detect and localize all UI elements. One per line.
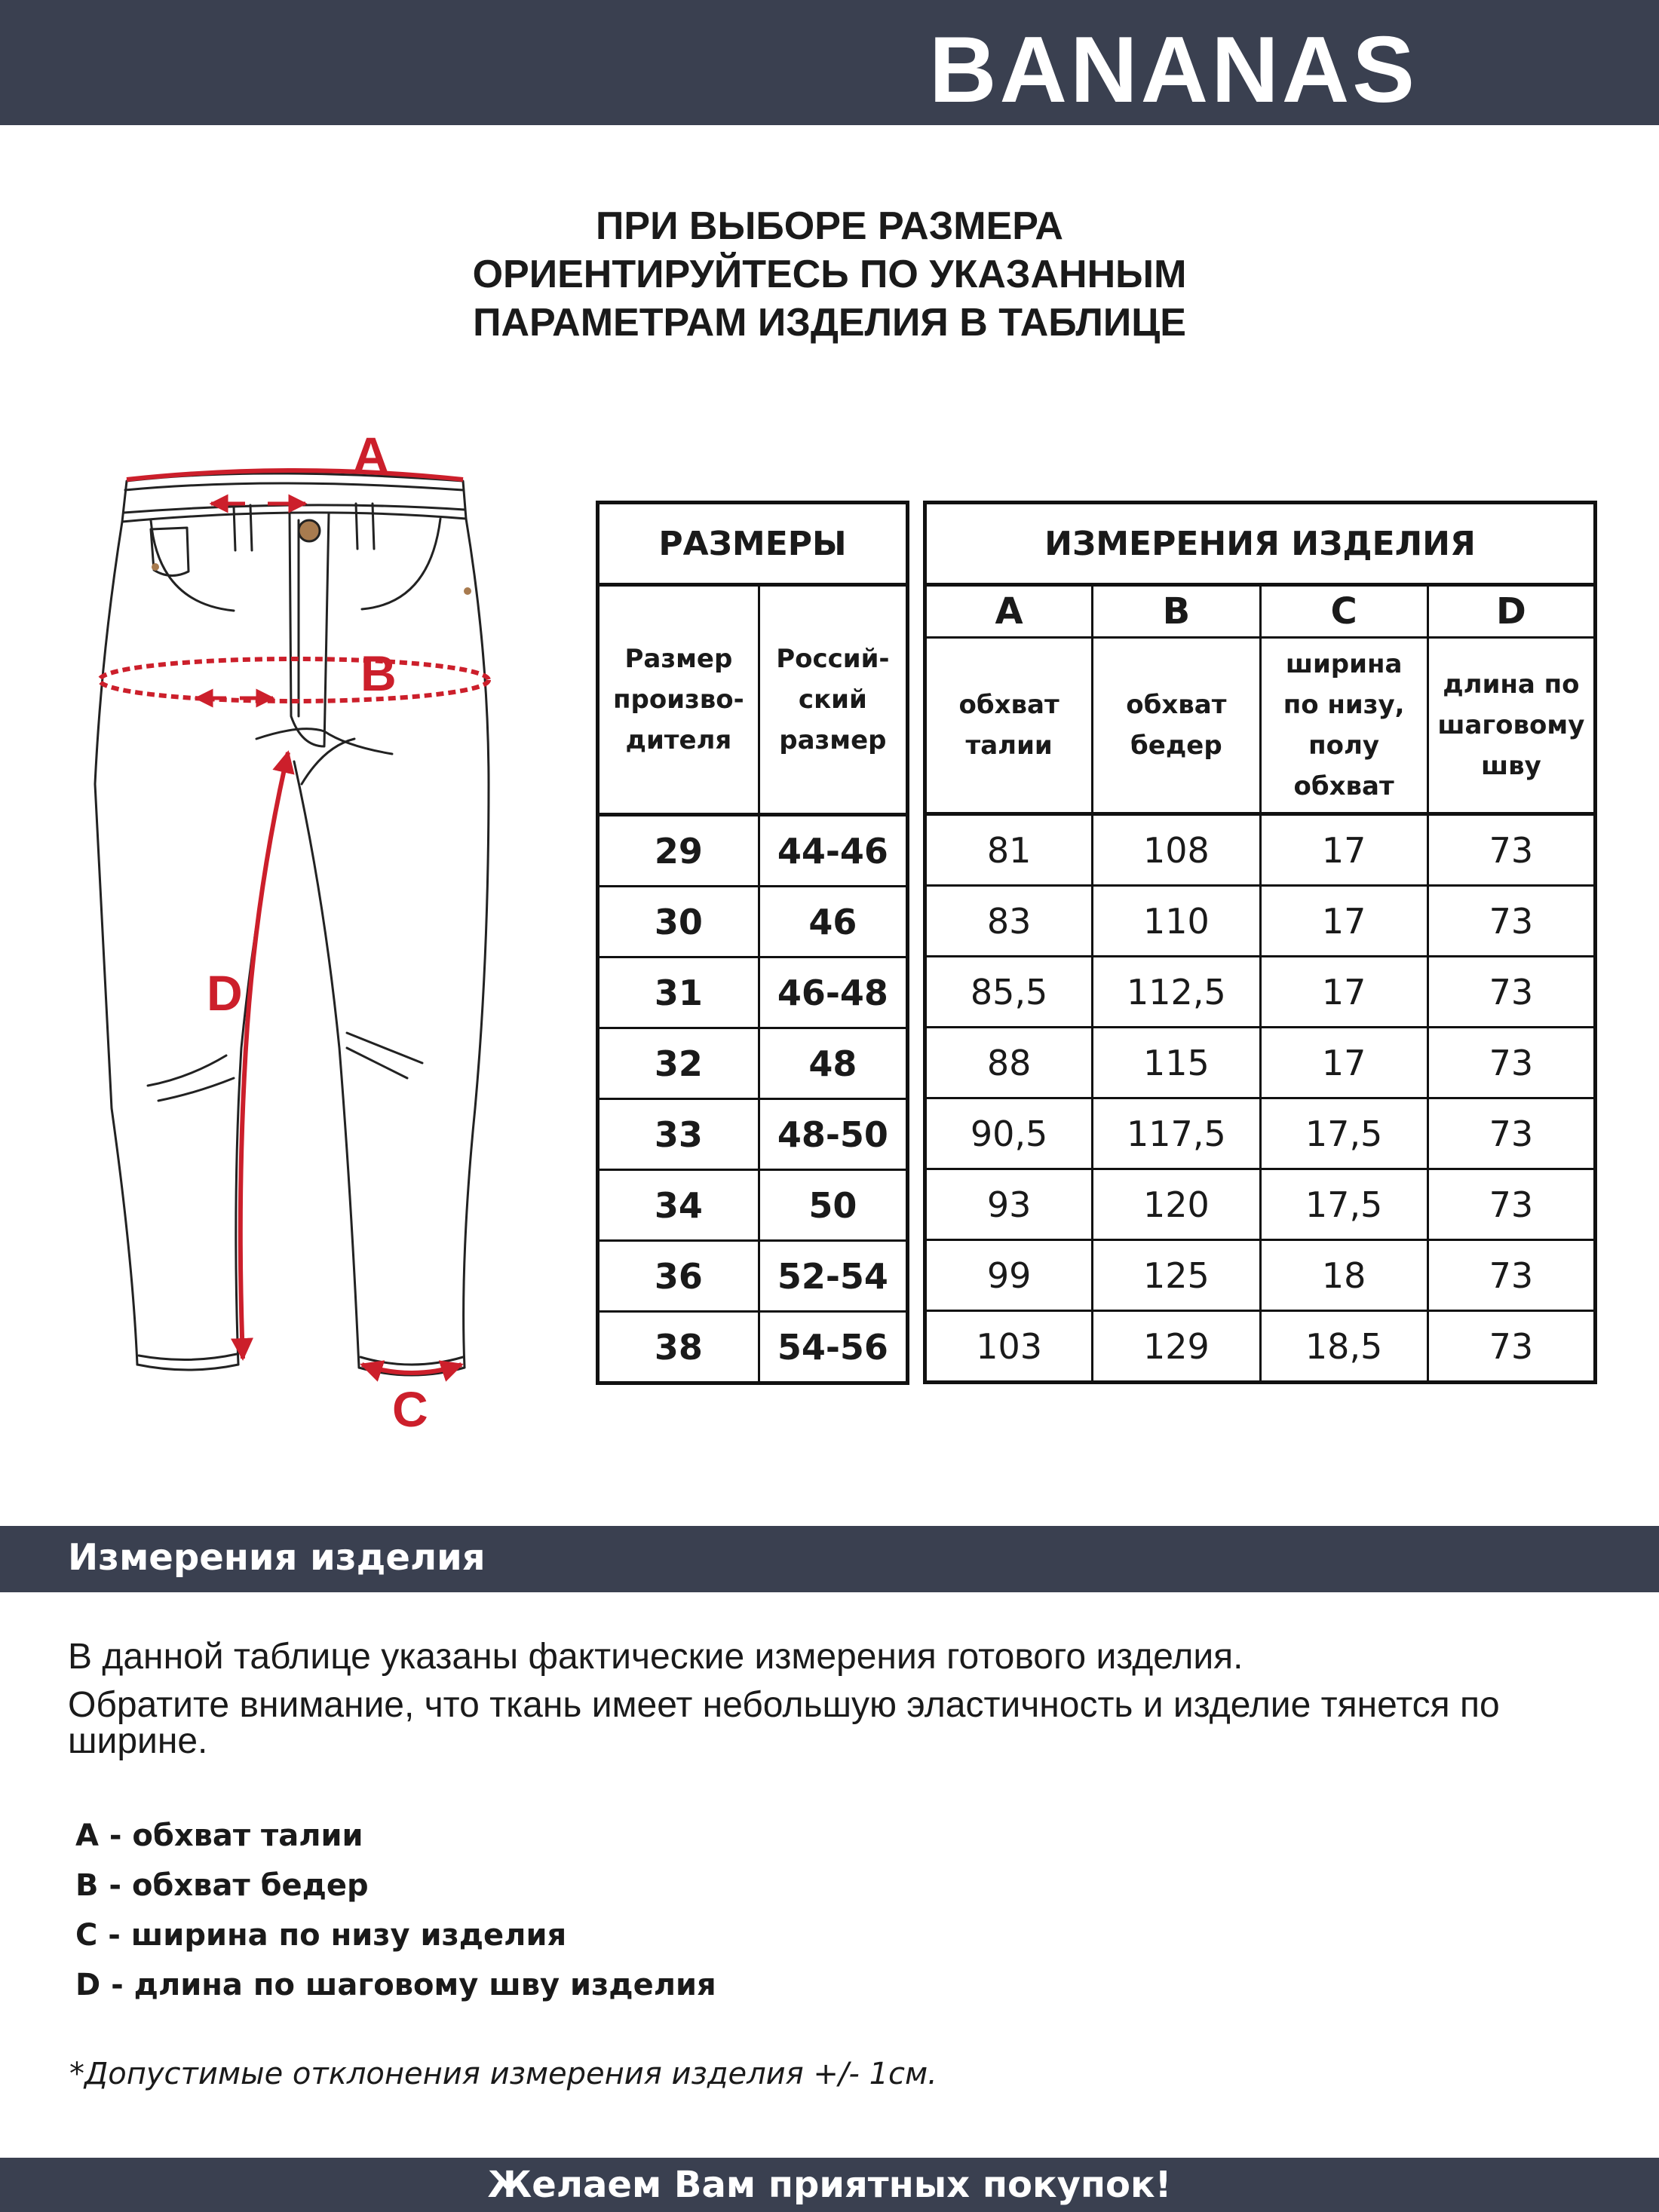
label-a: A — [353, 430, 389, 483]
section-bar — [0, 1526, 1659, 1592]
inseam-cell: 73 — [1427, 1098, 1595, 1169]
waist-cell: 103 — [925, 1311, 1093, 1383]
waist-cell: 90,5 — [925, 1098, 1093, 1169]
col-letter-b: B — [1093, 585, 1260, 638]
hem-cell: 18,5 — [1260, 1311, 1427, 1383]
brand-logo: BANANAS — [929, 18, 1418, 122]
top-bar — [0, 0, 1659, 125]
table-row — [925, 1098, 1596, 1169]
button-icon — [299, 520, 320, 541]
russian-size-cell: 48 — [759, 1028, 907, 1099]
measure-b — [100, 645, 489, 701]
inseam-cell: 73 — [1427, 1240, 1595, 1311]
table-row — [598, 1028, 908, 1099]
bottom-bar — [0, 2158, 1659, 2212]
inseam-cell: 73 — [1427, 957, 1595, 1028]
waist-cell: 81 — [925, 814, 1093, 886]
col-desc-c: ширина по низу, полу обхват — [1260, 638, 1427, 814]
russian-size-cell: 44-46 — [759, 815, 907, 887]
hip-cell: 110 — [1093, 886, 1260, 957]
hem-cell: 18 — [1260, 1240, 1427, 1311]
page-heading — [0, 202, 1659, 347]
measure-a — [127, 430, 463, 504]
jeans-outline — [95, 473, 489, 1375]
inseam-cell: 73 — [1427, 814, 1595, 886]
col-desc-a: обхват талии — [925, 638, 1093, 814]
rivet-icon — [152, 563, 159, 571]
measure-c — [362, 1365, 462, 1432]
hip-cell: 129 — [1093, 1311, 1260, 1383]
heading-line-1: ПРИ ВЫБОРЕ РАЗМЕРА — [596, 204, 1063, 248]
jeans-diagram — [75, 430, 528, 1432]
hip-cell: 125 — [1093, 1240, 1260, 1311]
note-1: В данной таблице указаны фактические измерения готового изделия. — [68, 1637, 1243, 1677]
hem-cell: 17 — [1260, 1028, 1427, 1098]
table-row — [598, 1312, 908, 1383]
maker-size-cell: 38 — [598, 1312, 759, 1383]
table-row — [925, 1240, 1596, 1311]
inseam-cell: 73 — [1427, 1028, 1595, 1098]
hip-cell: 112,5 — [1093, 957, 1260, 1028]
maker-size-cell: 33 — [598, 1099, 759, 1170]
table-row — [598, 1170, 908, 1241]
col-letter-c: C — [1260, 585, 1427, 638]
waist-cell: 99 — [925, 1240, 1093, 1311]
legend-item-a: A - обхват талии — [75, 1818, 363, 1853]
legend-item-c: C - ширина по низу изделия — [75, 1918, 567, 1953]
table-row — [598, 1241, 908, 1312]
col-desc-b: обхват бедер — [1093, 638, 1260, 814]
maker-size-cell: 32 — [598, 1028, 759, 1099]
table-row — [598, 1099, 908, 1170]
col-desc-d: длина по шаговому шву — [1427, 638, 1595, 814]
table-row — [925, 1028, 1596, 1098]
label-d: D — [207, 965, 243, 1021]
maker-size-cell: 30 — [598, 887, 759, 957]
maker-size-cell: 34 — [598, 1170, 759, 1241]
measure-d — [207, 752, 288, 1359]
waist-cell: 83 — [925, 886, 1093, 957]
section-title: Измерения изделия — [68, 1536, 486, 1579]
hip-cell: 115 — [1093, 1028, 1260, 1098]
legend — [75, 1811, 716, 2010]
label-c: C — [392, 1381, 428, 1432]
table-row — [925, 814, 1596, 886]
note-2: Обратите внимание, что ткань имеет небольшую эластичность и изделие тянется по ширине. — [68, 1685, 1500, 1761]
hem-cell: 17 — [1260, 886, 1427, 957]
table-row — [598, 815, 908, 887]
col-maker-size: Размер произво-дителя — [598, 585, 759, 815]
waist-cell: 93 — [925, 1169, 1093, 1240]
measurements-table — [923, 501, 1597, 1384]
maker-size-cell: 31 — [598, 957, 759, 1028]
sizes-table-title: РАЗМЕРЫ — [598, 503, 908, 585]
col-russian-size: Россий-ский размер — [759, 585, 907, 815]
hem-cell: 17 — [1260, 957, 1427, 1028]
footer-message: Желаем Вам приятных покупок! — [487, 2164, 1172, 2206]
waist-cell: 85,5 — [925, 957, 1093, 1028]
measurements-table-title: ИЗМЕРЕНИЯ ИЗДЕЛИЯ — [925, 503, 1596, 585]
russian-size-cell: 46-48 — [759, 957, 907, 1028]
heading-line-2: ОРИЕНТИРУЙТЕСЬ ПО УКАЗАННЫМ — [472, 253, 1187, 296]
sizes-table — [596, 501, 909, 1385]
table-row — [925, 1169, 1596, 1240]
russian-size-cell: 50 — [759, 1170, 907, 1241]
table-row — [925, 886, 1596, 957]
legend-item-b: B - обхват бедер — [75, 1868, 369, 1903]
hem-cell: 17 — [1260, 814, 1427, 886]
table-row — [925, 1311, 1596, 1383]
col-letter-a: A — [925, 585, 1093, 638]
hip-cell: 108 — [1093, 814, 1260, 886]
maker-size-cell: 29 — [598, 815, 759, 887]
inseam-cell: 73 — [1427, 886, 1595, 957]
hem-cell: 17,5 — [1260, 1169, 1427, 1240]
hip-cell: 117,5 — [1093, 1098, 1260, 1169]
label-b: B — [360, 645, 397, 701]
russian-size-cell: 48-50 — [759, 1099, 907, 1170]
legend-item-d: D - длина по шаговому шву изделия — [75, 1968, 716, 2002]
inseam-cell: 73 — [1427, 1311, 1595, 1383]
heading-line-3: ПАРАМЕТРАМ ИЗДЕЛИЯ В ТАБЛИЦЕ — [473, 301, 1186, 345]
waist-cell: 88 — [925, 1028, 1093, 1098]
table-row — [598, 957, 908, 1028]
hem-cell: 17,5 — [1260, 1098, 1427, 1169]
rivet-icon — [464, 587, 471, 595]
tolerance-note: *Допустимые отклонения измерения изделия +/- 1см. — [69, 2057, 937, 2091]
russian-size-cell: 52-54 — [759, 1241, 907, 1312]
table-row — [598, 887, 908, 957]
russian-size-cell: 46 — [759, 887, 907, 957]
col-letter-d: D — [1427, 585, 1595, 638]
inseam-cell: 73 — [1427, 1169, 1595, 1240]
hip-cell: 120 — [1093, 1169, 1260, 1240]
table-row — [925, 957, 1596, 1028]
maker-size-cell: 36 — [598, 1241, 759, 1312]
russian-size-cell: 54-56 — [759, 1312, 907, 1383]
